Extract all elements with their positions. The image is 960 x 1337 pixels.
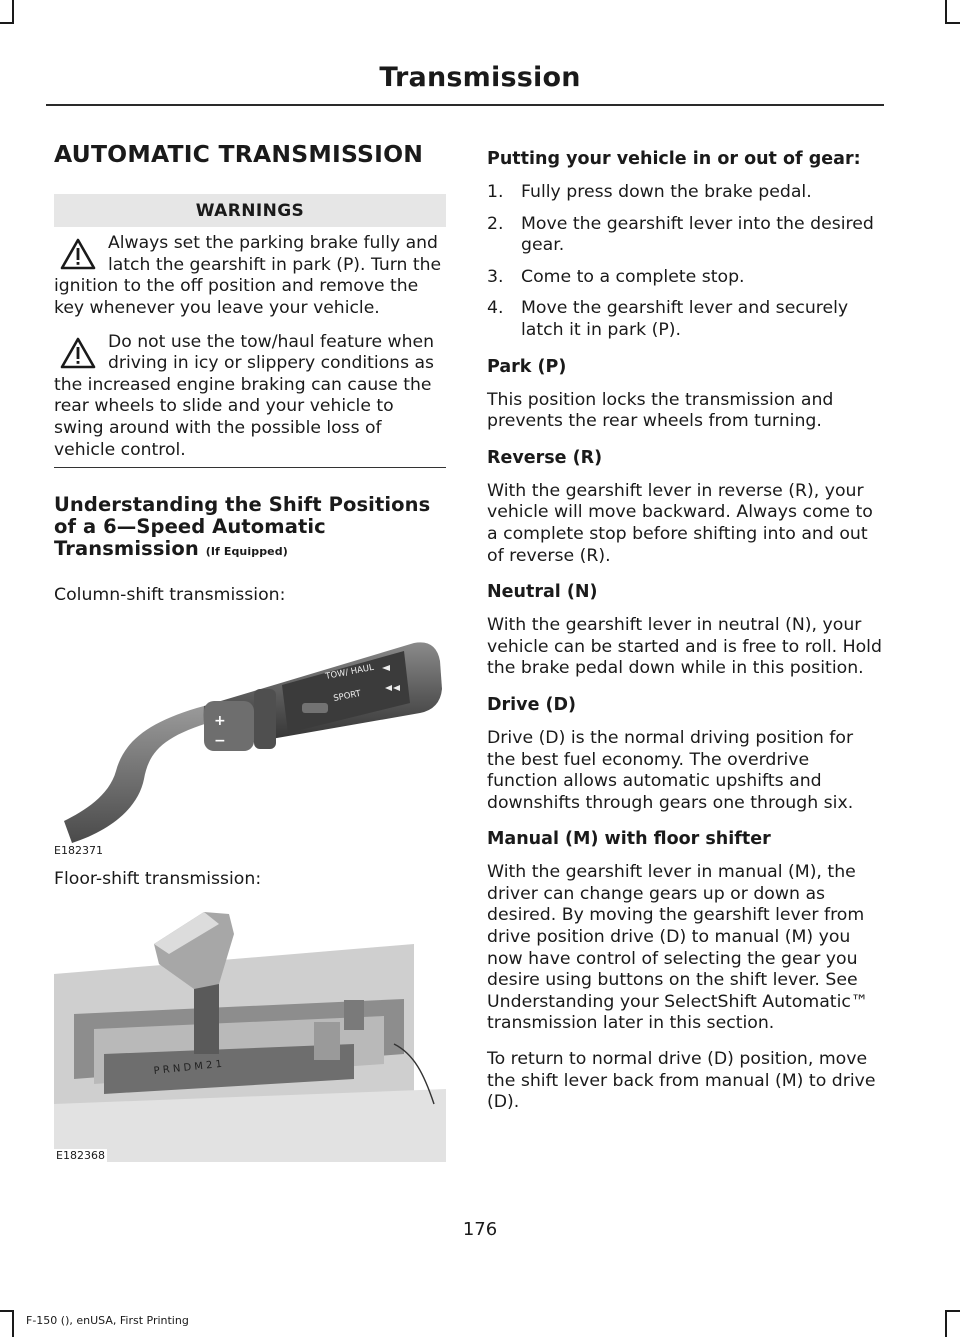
list-item: 1. Fully press down the brake pedal.: [487, 182, 812, 202]
return-text: To return to normal drive (D) position, move the shift lever back from manual (M) to drive (D).: [487, 1049, 876, 1113]
list-item: 4. Move the gearshift lever and securely latch it in park (P).: [487, 298, 849, 340]
park-heading: Park (P): [487, 356, 567, 377]
subsection-heading-text: Understanding the Shift Positions of a 6—Speed Automatic Transmission: [54, 493, 431, 561]
manual-heading: Manual (M) with floor shifter: [487, 829, 771, 850]
plus-label: +: [214, 712, 226, 729]
crop-mark: [945, 0, 947, 24]
neutral-heading: Neutral (N): [487, 582, 598, 603]
column-shift-illustration: [54, 621, 446, 857]
reverse-heading: Reverse (R): [487, 447, 603, 468]
crop-mark: [945, 1310, 947, 1337]
crop-mark: [945, 22, 960, 24]
steps-heading: Putting your vehicle in or out of gear:: [487, 149, 861, 169]
floor-shift-label: Floor-shift transmission:: [54, 868, 262, 889]
minus-label: −: [214, 732, 226, 749]
header-rule: [46, 104, 884, 106]
crop-mark: [0, 1310, 14, 1312]
warning-triangle-icon: [60, 237, 96, 271]
page-number: 176: [462, 1219, 498, 1240]
warning-triangle-icon: [60, 336, 96, 370]
warning-text: Do not use the tow/haul feature when driving in icy or slippery conditions as the increased engine braking can cause the rear wheels to slide and your vehicle to swing around with the possible loss of vehicle control.: [54, 331, 434, 460]
warning-item: [54, 332, 446, 469]
figure-code: E182371: [54, 843, 103, 857]
crop-mark: [945, 1310, 960, 1312]
drive-text: Drive (D) is the normal driving position for the best fuel economy. The overdrive function allows automatic upshifts and downshifts through gears one through six.: [487, 727, 854, 813]
tow-haul-label: TOW/ HAUL: [324, 662, 375, 682]
print-info: F-150 (), enUSA, First Printing: [26, 1314, 189, 1327]
warning-text: Always set the parking brake fully and latch the gearshift in park (P). Turn the ignition to the off position and remove the key whenever you leave your vehicle.: [54, 233, 442, 318]
floor-shift-illustration: [54, 904, 446, 1162]
sport-label: SPORT: [332, 688, 362, 704]
gear-labels: P R N D M 2 1: [153, 1059, 223, 1078]
steps-list: [487, 182, 883, 342]
manual-text: With the gearshift lever in manual (M), the driver can change gears up or down as desired. By moving the gearshift lever from drive position drive (D) to manual (M) you now have control of selecting the gear you desire using buttons on the shift lever. See Understanding your SelectShift Automatic™ transmission later in this section.: [487, 862, 869, 1034]
page-heading: AUTOMATIC TRANSMISSION: [54, 140, 424, 168]
crop-mark: [12, 1310, 14, 1337]
section-title: Transmission: [379, 62, 581, 93]
list-item: 2. Move the gearshift lever into the desired gear.: [487, 213, 874, 256]
neutral-text: With the gearshift lever in neutral (N), your vehicle can be started and is free to roll. Hold the brake pedal down while in this position.: [487, 615, 882, 679]
floor-shift-figure: [54, 904, 446, 1162]
crop-mark: [12, 0, 14, 24]
warning-item: [54, 233, 446, 319]
drive-heading: Drive (D): [487, 694, 577, 715]
column-shift-figure: [54, 621, 446, 857]
list-item: 3. Come to a complete stop.: [487, 266, 745, 287]
warnings-heading: WARNINGS: [54, 194, 446, 227]
left-column: [54, 140, 446, 1174]
right-column: [487, 148, 883, 1128]
subsection-heading-note: (If Equipped): [205, 545, 288, 559]
park-text: This position locks the transmission and prevents the rear wheels from turning.: [487, 389, 834, 432]
crop-mark: [0, 22, 14, 24]
column-shift-label: Column-shift transmission:: [54, 585, 286, 606]
subsection-heading: [54, 494, 446, 563]
figure-code: E182368: [56, 1149, 105, 1163]
reverse-text: With the gearshift lever in reverse (R), your vehicle will move backward. Always come to a complete stop before shifting into and out of reverse (R).: [487, 480, 873, 566]
